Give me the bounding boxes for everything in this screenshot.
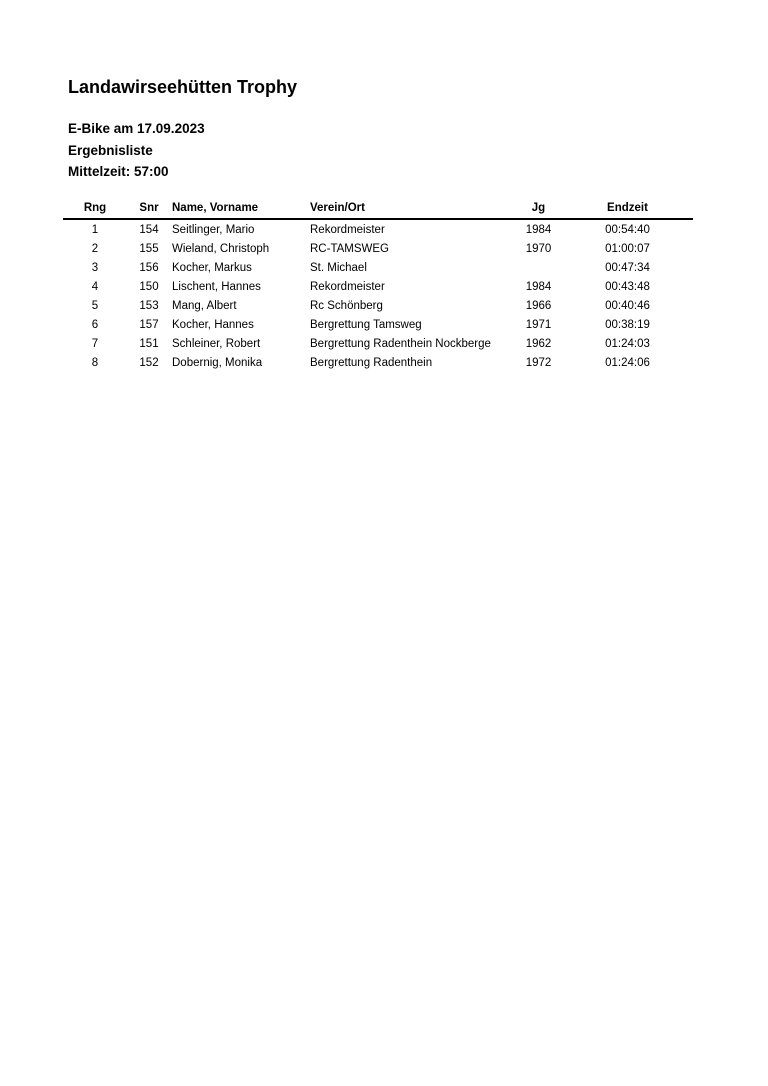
- cell-snr: 155: [139, 242, 159, 255]
- table-row: [63, 315, 693, 334]
- cell-rng: 3: [91, 261, 99, 274]
- cell-snr: 153: [139, 299, 159, 312]
- cell-verein: St. Michael: [310, 261, 367, 274]
- cell-jg: 1984: [525, 280, 552, 293]
- table-row: [63, 334, 693, 353]
- cell-endzeit: 01:00:07: [605, 242, 650, 255]
- cell-name: Mang, Albert: [172, 299, 237, 312]
- cell-endzeit: 00:43:48: [605, 280, 650, 293]
- table-row: [63, 353, 693, 372]
- table-row: [63, 277, 693, 296]
- cell-verein: Bergrettung Tamsweg: [310, 318, 422, 331]
- cell-jg: 1971: [525, 318, 552, 331]
- cell-rng: 7: [91, 337, 99, 350]
- cell-endzeit: 00:47:34: [605, 261, 650, 274]
- cell-name: Schleiner, Robert: [172, 337, 261, 350]
- results-table: [63, 199, 693, 372]
- cell-endzeit: 00:38:19: [605, 318, 650, 331]
- cell-snr: 156: [139, 261, 159, 274]
- cell-verein: Rekordmeister: [310, 223, 385, 236]
- table-row: [63, 296, 693, 315]
- table-row: [63, 239, 693, 258]
- cell-jg: 1970: [525, 242, 552, 255]
- cell-rng: 8: [91, 356, 99, 369]
- cell-jg: 1972: [525, 356, 552, 369]
- cell-endzeit: 01:24:03: [605, 337, 650, 350]
- cell-rng: 5: [91, 299, 99, 312]
- mean-time: Mittelzeit: 57:00: [68, 164, 169, 179]
- cell-snr: 157: [139, 318, 159, 331]
- cell-rng: 4: [91, 280, 99, 293]
- header-verein: Verein/Ort: [310, 199, 515, 219]
- cell-rng: 1: [91, 223, 99, 236]
- cell-jg: 1966: [525, 299, 552, 312]
- event-line: E-Bike am 17.09.2023: [68, 121, 205, 136]
- header-name: Name, Vorname: [171, 199, 310, 219]
- table-row: [63, 258, 693, 277]
- document-title: Landawirseehütten Trophy: [68, 77, 298, 97]
- cell-rng: 2: [91, 242, 99, 255]
- cell-endzeit: 00:54:40: [605, 223, 650, 236]
- cell-name: Lischent, Hannes: [172, 280, 261, 293]
- cell-snr: 150: [139, 280, 159, 293]
- cell-snr: 152: [139, 356, 159, 369]
- cell-snr: 151: [139, 337, 159, 350]
- cell-jg: 1962: [525, 337, 552, 350]
- cell-name: Dobernig, Monika: [172, 356, 263, 369]
- cell-jg: 1984: [525, 223, 552, 236]
- cell-verein: Bergrettung Radenthein: [310, 356, 433, 369]
- cell-verein: Rekordmeister: [310, 280, 385, 293]
- cell-name: Wieland, Christoph: [172, 242, 270, 255]
- header-rng: Rng: [63, 199, 127, 219]
- cell-verein: Rc Schönberg: [310, 299, 383, 312]
- cell-rng: 6: [91, 318, 99, 331]
- header-jg: Jg: [515, 199, 562, 219]
- cell-endzeit: 01:24:06: [605, 356, 650, 369]
- cell-name: Seitlinger, Mario: [172, 223, 255, 236]
- list-title: Ergebnisliste: [68, 143, 153, 158]
- cell-jg: [515, 258, 562, 277]
- cell-name: Kocher, Markus: [172, 261, 252, 274]
- cell-endzeit: 00:40:46: [605, 299, 650, 312]
- cell-verein: Bergrettung Radenthein Nockberge: [310, 337, 491, 350]
- header-snr: Snr: [127, 199, 171, 219]
- table-header-row: [63, 199, 693, 219]
- cell-verein: RC-TAMSWEG: [310, 242, 390, 255]
- cell-snr: 154: [139, 223, 159, 236]
- header-endzeit: Endzeit: [562, 199, 693, 219]
- cell-name: Kocher, Hannes: [172, 318, 254, 331]
- table-row: [63, 219, 693, 239]
